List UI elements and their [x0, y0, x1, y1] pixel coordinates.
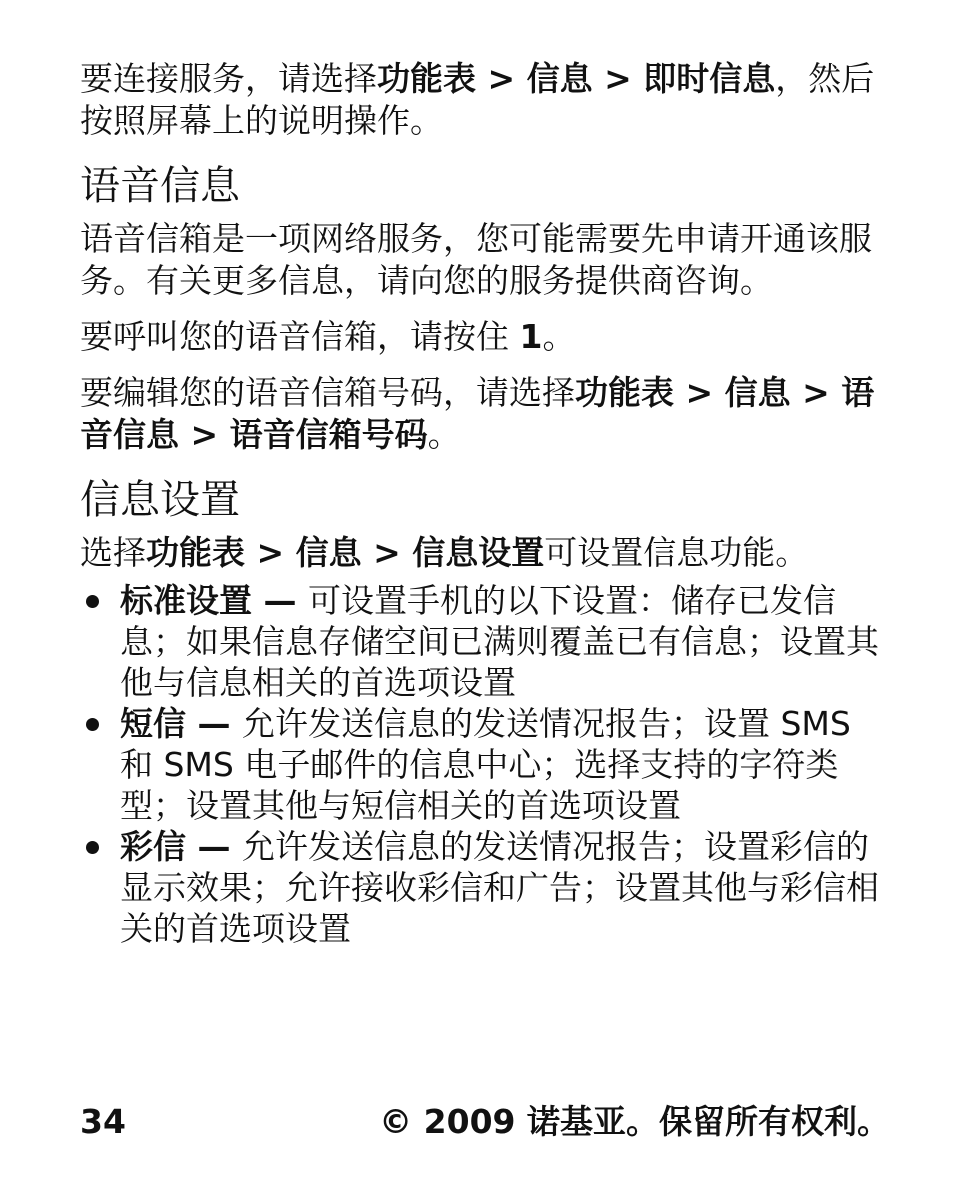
voice-heading: 语音信息 — [80, 163, 240, 209]
list-item-desc: 允许发送信息的发送情况报告；设置彩信的显示效果；允许接收彩信和广告；设置其他与彩信相关的首选项设置 — [120, 827, 879, 948]
voice-edit-paragraph — [80, 372, 890, 456]
menu-path-voice-messages: 语音信息 — [80, 373, 875, 454]
path-separator: > — [361, 533, 413, 572]
voice-call-end: 。 — [542, 317, 576, 356]
list-item-dash: — — [186, 827, 242, 866]
voice-edit-end: 。 — [427, 415, 461, 454]
path-separator: > — [245, 533, 296, 572]
bullet-icon — [86, 595, 99, 608]
intro-text-end: ，然后按照屏幕上的说明操作。 — [80, 59, 875, 140]
menu-path-messages: 信息 — [526, 59, 593, 98]
path-separator: > — [790, 373, 842, 412]
copyright-notice: © 2009 诺基亚。保留所有权利。 — [379, 1102, 890, 1141]
intro-text: 要连接服务，请选择 — [80, 59, 377, 98]
path-separator: > — [674, 373, 725, 412]
menu-path-functions: 功能表 — [377, 59, 476, 98]
settings-select-end: 可设置信息功能。 — [544, 533, 809, 572]
settings-list — [80, 580, 890, 949]
menu-path-voice-mailbox-number: 语音信箱号码 — [229, 415, 428, 454]
list-item-dash: — — [252, 581, 308, 620]
intro-paragraph — [80, 58, 890, 142]
menu-path-messages: 信息 — [724, 373, 791, 412]
settings-select-paragraph — [80, 532, 890, 574]
list-item-term: 彩信 — [120, 827, 186, 866]
list-item-general-settings — [80, 580, 890, 703]
bullet-icon — [86, 718, 99, 731]
voice-call-key: 1 — [519, 317, 543, 356]
settings-heading: 信息设置 — [80, 477, 240, 523]
voice-edit-text: 要编辑您的语音信箱号码，请选择 — [80, 373, 575, 412]
settings-select-text: 选择 — [80, 533, 146, 572]
path-separator: > — [476, 59, 527, 98]
path-separator: > — [592, 59, 644, 98]
menu-path-instant-messages: 即时信息 — [643, 59, 776, 98]
list-item-desc: 可设置手机的以下设置：储存已发信息；如果信息存储空间已满则覆盖已有信息；设置其他与信息相关的首选项设置 — [120, 581, 879, 702]
page-content — [80, 58, 890, 949]
list-item-term: 标准设置 — [120, 581, 252, 620]
menu-path-messages: 信息 — [295, 533, 362, 572]
voice-call-text: 要呼叫您的语音信箱，请按住 — [80, 317, 520, 356]
menu-path-functions: 功能表 — [575, 373, 674, 412]
list-item-dash: — — [186, 704, 242, 743]
list-item-mms — [80, 826, 890, 949]
path-separator: > — [179, 415, 230, 454]
voice-paragraph: 语音信箱是一项网络服务，您可能需要先申请开通该服务。有关更多信息，请向您的服务提供商咨询。 — [80, 219, 872, 300]
list-item-term: 短信 — [120, 704, 186, 743]
bullet-icon — [86, 841, 99, 854]
list-item-sms — [80, 703, 890, 826]
page-number: 34 — [80, 1102, 126, 1141]
menu-path-message-settings: 信息设置 — [412, 533, 545, 572]
menu-path-functions: 功能表 — [146, 533, 245, 572]
list-item-desc: 允许发送信息的发送情况报告；设置 SMS 和 SMS 电子邮件的信息中心；选择支持的字符类型；设置其他与短信相关的首选项设置 — [120, 704, 851, 825]
voice-call-paragraph — [80, 316, 890, 358]
